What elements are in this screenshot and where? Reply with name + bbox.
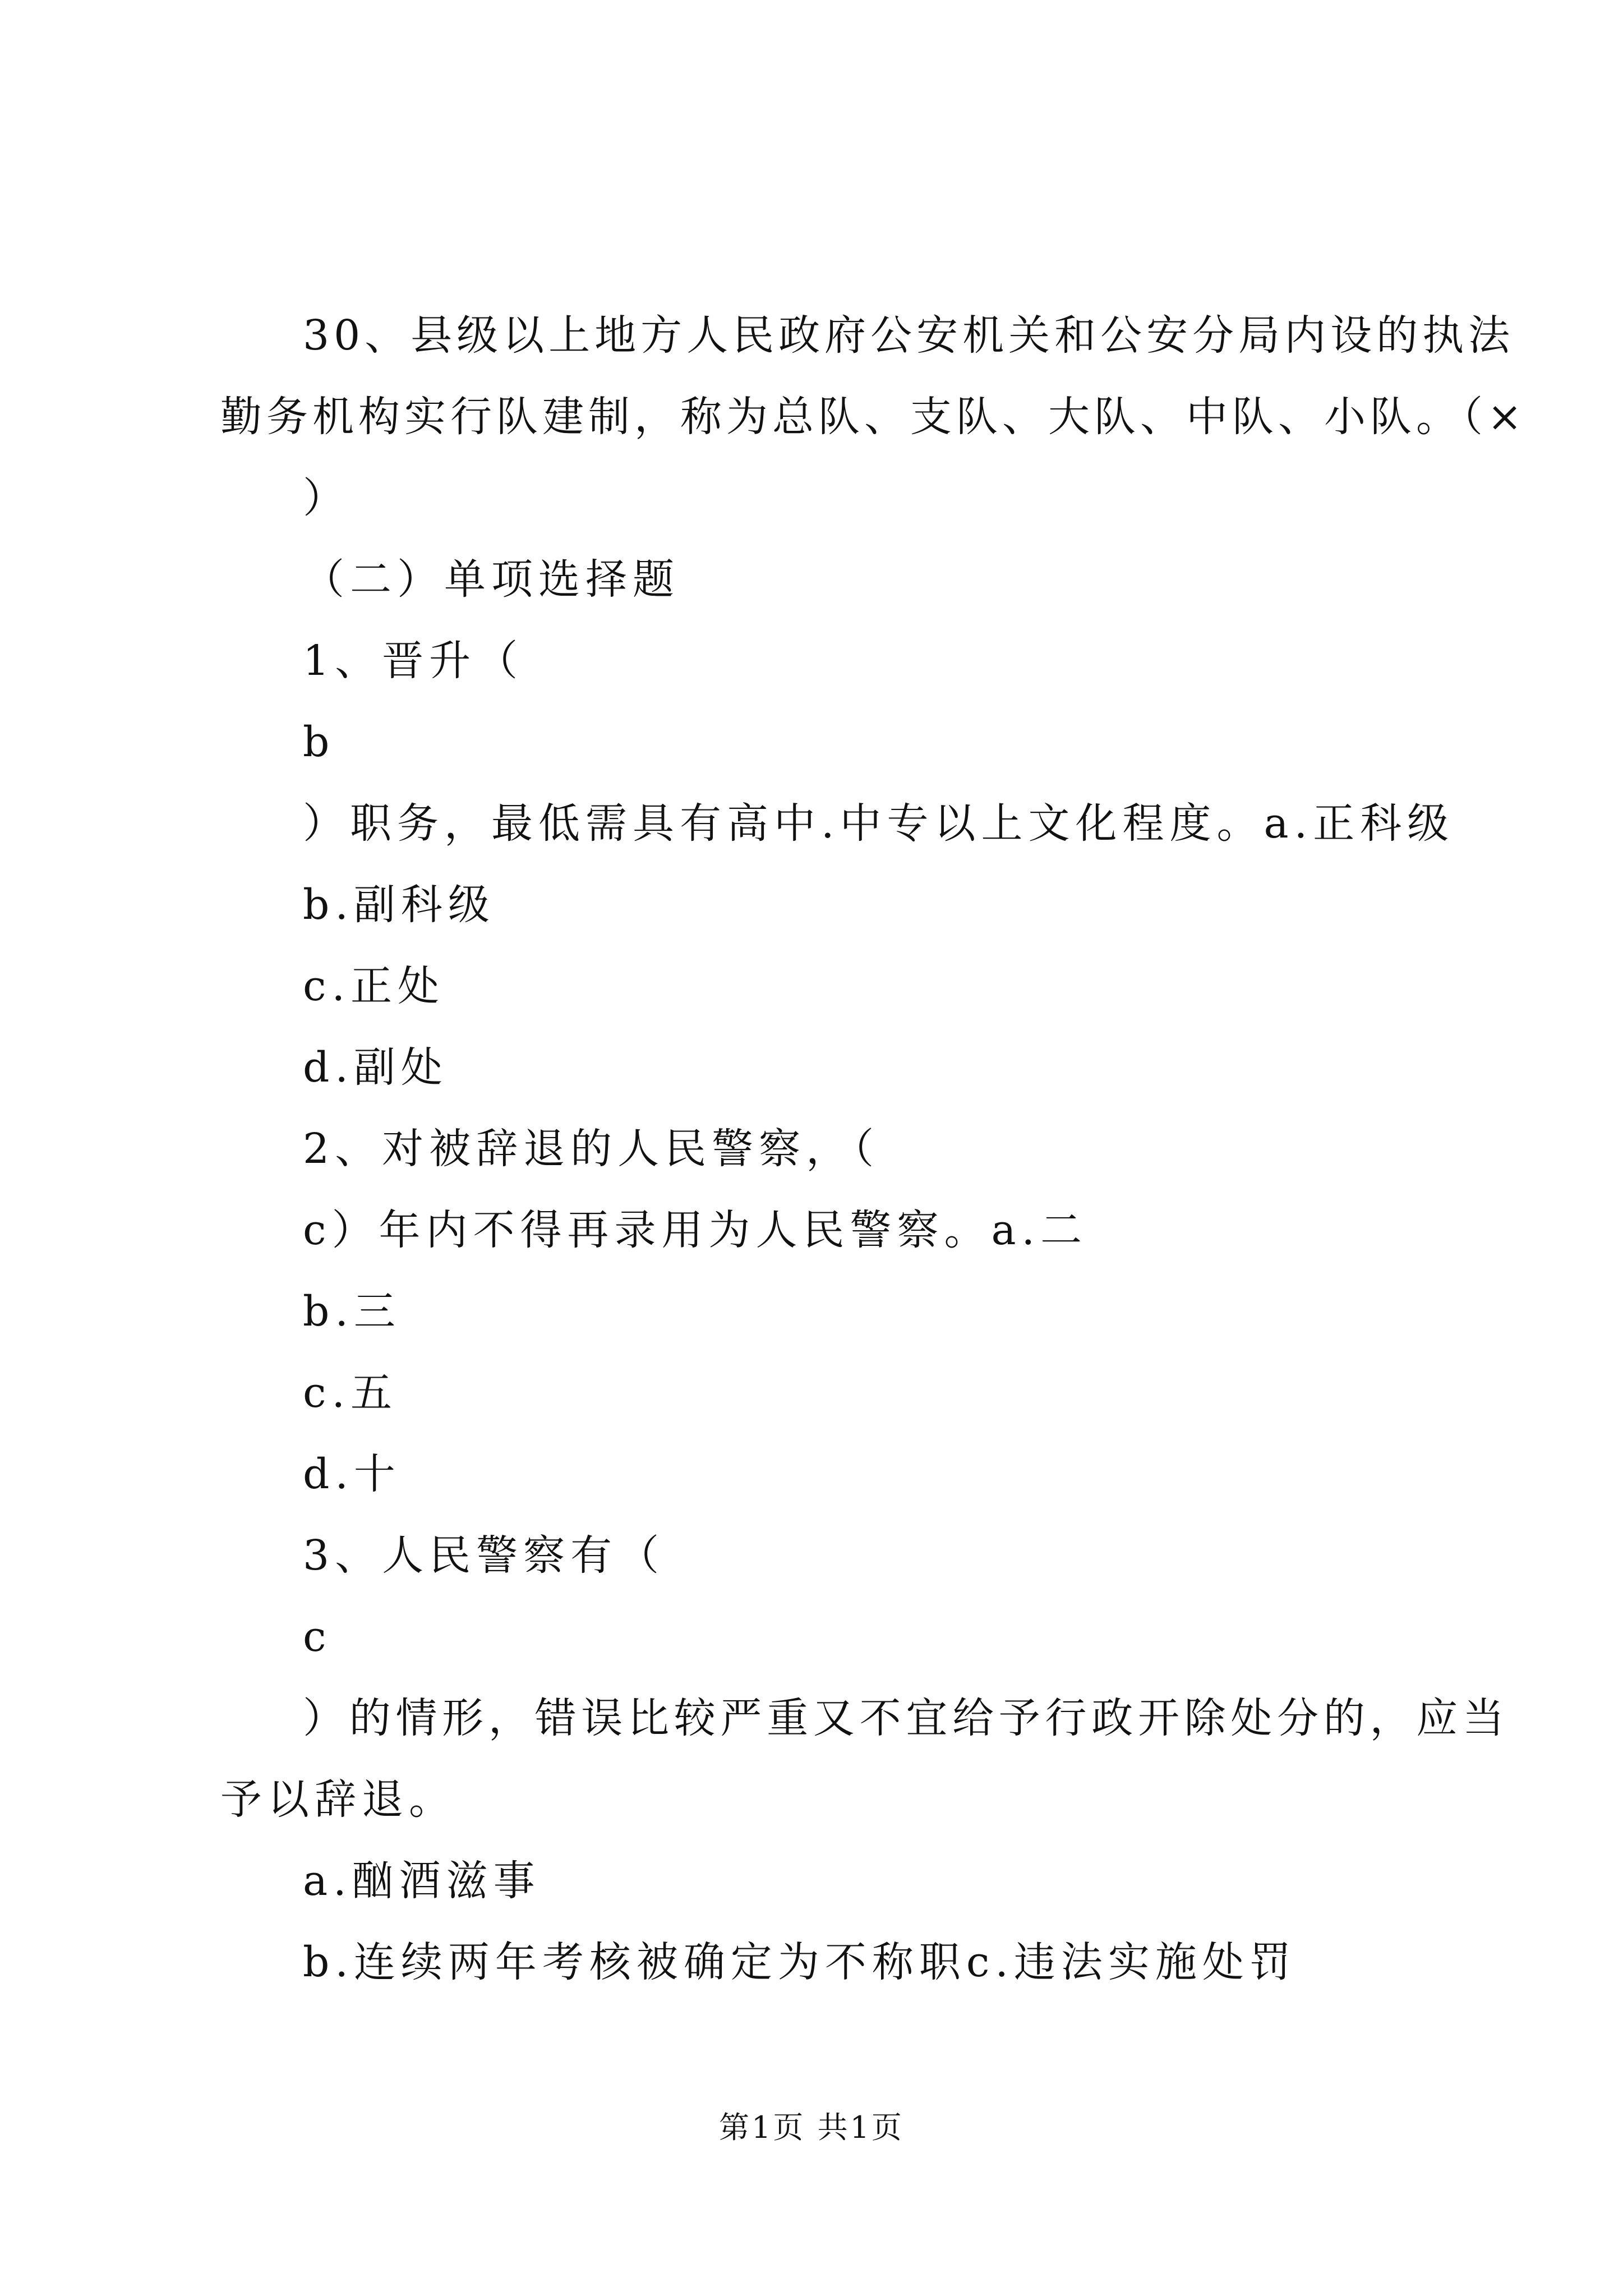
question-line: ）职务，最低需具有高中.中专以上文化程度。a.正科级	[303, 799, 1455, 848]
option-line: d.十	[303, 1450, 401, 1498]
option-line: b.连续两年考核被确定为不称职c.违法实施处罚	[303, 1938, 1297, 1986]
option-line: a.酗酒滋事	[303, 1857, 541, 1905]
option-line: c.五	[303, 1369, 398, 1417]
page-footer: 第1页 共1页	[719, 2110, 904, 2145]
paragraph-line: 30、县级以上地方人民政府公安机关和公安分局内设的执法	[303, 311, 1515, 360]
paragraph-line: ）	[303, 474, 350, 522]
question-line: 2、对被辞退的人民警察，（	[303, 1125, 880, 1173]
answer-line: b	[303, 718, 335, 766]
option-line: c.正处	[303, 962, 445, 1010]
question-line: 予以辞退。	[220, 1775, 456, 1824]
option-line: b.三	[303, 1287, 401, 1336]
option-line: b.副科级	[303, 881, 495, 929]
question-line: ）的情形，错误比较严重又不宜给予行政开除处分的，应当	[303, 1694, 1509, 1742]
paragraph-line: 勤务机构实行队建制，称为总队、支队、大队、中队、小队。（×	[220, 393, 1527, 441]
option-line: d.副处	[303, 1043, 448, 1092]
answer-line: c	[303, 1613, 332, 1661]
question-line: c）年内不得再录用为人民警察。a.二	[303, 1206, 1088, 1254]
question-line: 1、晋升（	[303, 637, 524, 685]
question-line: 3、人民警察有（	[303, 1531, 665, 1580]
section-heading: （二）单项选择题	[303, 555, 680, 604]
